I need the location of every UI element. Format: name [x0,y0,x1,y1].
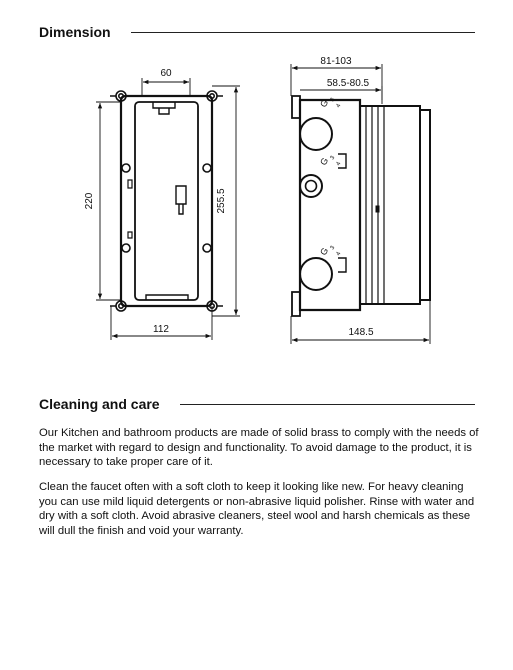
side-view [292,96,430,316]
front-side-marks [128,180,132,238]
mounting-lugs [110,91,223,311]
dim-depth-outer: 81-103 [320,56,352,67]
front-inner-frame [135,102,198,300]
thread-den-middle: 4 [335,161,343,167]
thread-den-bottom: 4 [335,251,343,257]
dim-height-outer: 255.5 [216,188,227,214]
cleaning-header [39,396,475,412]
dim-width-top: 60 [160,68,172,79]
side-sleeve-mark [376,206,379,212]
cleaning-title: Cleaning and care [39,396,160,412]
port-top [300,118,332,150]
side-sleeve [360,106,420,304]
thread-label-middle [318,155,343,167]
dimension-divider [131,32,475,33]
thread-g-top: G [318,97,331,109]
port-middle-outer [300,175,322,197]
front-center-fitting [176,186,186,214]
thread-num-bottom: 3 [329,245,337,251]
dimension-drawing [0,50,513,360]
dim-width-bottom: 112 [153,324,169,335]
cleaning-paragraph-2: Clean the faucet often with a soft cloth to keep it looking like new. For heavy cleaning you can use mild liquid detergents or non-abrasive liquid polisher. Rinse with water and dry with a soft cloth. Avoid abrasive cleaners, steel wool and harsh chemicals as these will dull the finish and void your warranty. [39,481,475,537]
cleaning-divider [180,404,475,405]
port-bottom [300,258,332,290]
front-top-notch [153,102,175,114]
thread-g-middle: G [318,155,331,167]
dimension-title: Dimension [39,24,111,40]
side-sleeve-rings [366,106,384,304]
port-middle-inner [306,181,317,192]
thread-label-top [318,97,343,109]
thread-g-bottom: G [318,245,331,257]
front-view [110,91,223,311]
side-mounting-plate [292,96,300,316]
dim-depth-total: 148.5 [348,327,374,338]
thread-label-bottom [318,245,343,257]
dim-height-inner: 220 [84,192,95,210]
side-body-outline [300,97,360,310]
thread-den-top: 4 [335,103,343,109]
dimension-header [39,24,475,40]
cleaning-paragraph-1: Our Kitchen and bathroom products are made of solid brass to comply with the needs of the market with regard to design and functionality. To avoid damage to the product, it is necessary to take proper care of it. [39,427,479,468]
thread-num-middle: 3 [329,155,337,161]
thread-num-top: 3 [329,97,337,103]
side-sleeve-cap [420,110,430,300]
dim-depth-inner: 58.5-80.5 [326,78,370,89]
